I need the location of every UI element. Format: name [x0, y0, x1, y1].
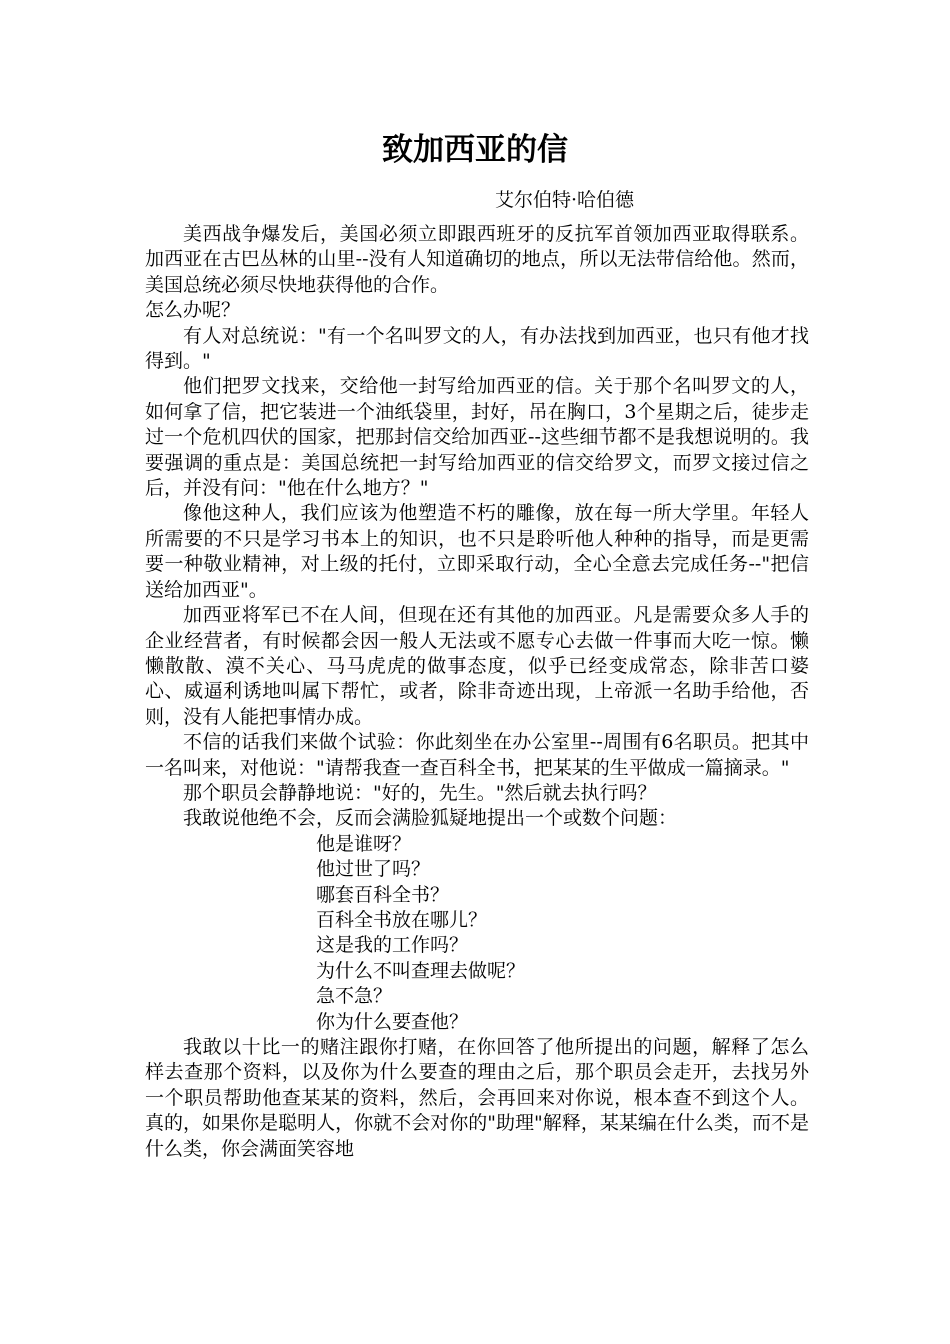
question-item: 他是谁呀？	[316, 832, 412, 855]
question-item: 急不急？	[316, 985, 393, 1008]
document-body	[145, 222, 809, 1162]
paragraph: 那个职员会静静地说："好的，先生。"然后就去执行吗？	[183, 781, 657, 804]
question-item: 他过世了吗？	[316, 858, 431, 881]
question-item: 这是我的工作吗？	[316, 934, 469, 957]
document-title: 致加西亚的信	[382, 132, 568, 168]
paragraph: 加西亚将军已不在人间，但现在还有其他的加西亚。凡是需要众多人手的企业经营者，有时候都会因一般人无法或不愿专心去做一件事而大吃一惊。懒懒散散、漠不关心、马马虎虎的做事态度，似乎已经变成常态，除非苦口婆心、威逼利诱地叫属下帮忙，或者，除非奇迹出现，上帝派一名助手给他，否则，没有人能把事情办成。	[145, 604, 809, 728]
paragraph: 怎么办呢？	[145, 299, 241, 322]
question-list	[145, 832, 809, 1035]
paragraph: 美西战争爆发后，美国必须立即跟西班牙的反抗军首领加西亚取得联系。加西亚在古巴丛林的山里--没有人知道确切的地点，所以无法带信给他。然而，美国总统必须尽快地获得他的合作。	[145, 223, 809, 296]
paragraph: 有人对总统说："有一个名叫罗文的人，有办法找到加西亚，也只有他才找得到。"	[145, 324, 809, 373]
author-name: 艾尔伯特·哈伯德	[495, 189, 635, 211]
question-item: 哪套百科全书？	[316, 883, 450, 906]
paragraph: 不信的话我们来做个试验：你此刻坐在办公室里--周围有6名职员。把其中一名叫来，对他说："请帮我查一查百科全书，把某某的生平做成一篇摘录。"	[145, 731, 809, 779]
paragraph: 我敢以十比一的赌注跟你打赌，在你回答了他所提出的问题，解释了怎么样去查那个资料，以及你为什么要查的理由之后，那个职员会走开，去找另外一个职员帮助他查某某的资料，然后，会再回来对你说，根本查不到这个人。真的，如果你是聪明人，你就不会对你的"助理"解释，某某编在什么类，而不是什么类，你会满面笑容地	[145, 1036, 809, 1160]
paragraph: 像他这种人，我们应该为他塑造不朽的雕像，放在每一所大学里。年轻人所需要的不只是学习书本上的知识，也不只是聆听他人种种的指导，而是更需要一种敬业精神，对上级的托付，立即采取行动，全心全意去完成任务--"把信送给加西亚"。	[145, 502, 809, 601]
paragraph: 他们把罗文找来，交给他一封写给加西亚的信。关于那个名叫罗文的人，如何拿了信，把它装进一个油纸袋里，封好，吊在胸口，3个星期之后，徒步走过一个危机四伏的国家，把那封信交给加西亚--这些细节都不是我想说明的。我要强调的重点是：美国总统把一封写给加西亚的信交给罗文，而罗文接过信之后，并没有问："他在什么地方？"	[145, 375, 809, 500]
question-item: 为什么不叫查理去做呢？	[316, 959, 526, 982]
question-item: 百科全书放在哪儿？	[316, 908, 488, 931]
question-item: 你为什么要查他？	[316, 1010, 469, 1033]
paragraph: 我敢说他绝不会，反而会满脸狐疑地提出一个或数个问题：	[183, 807, 678, 830]
